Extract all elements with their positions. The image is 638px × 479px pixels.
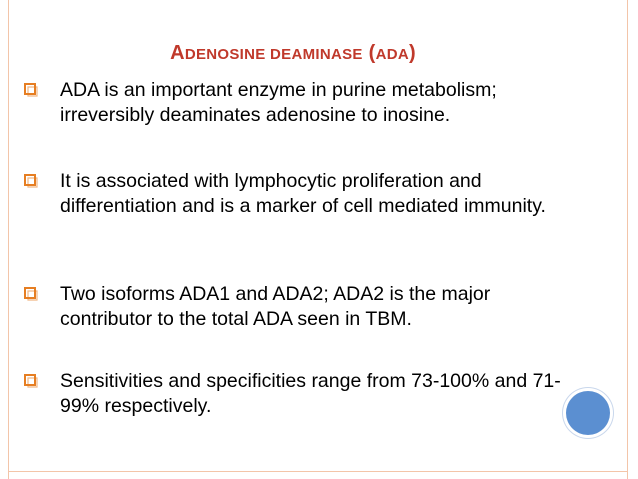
title-paren-close: ) (408, 42, 416, 64)
hollow-square-bullet-icon (22, 372, 42, 392)
title-paren-open: ( (362, 42, 376, 64)
left-border-line (8, 0, 9, 479)
slide-title (0, 42, 586, 65)
bottom-border-line (8, 471, 628, 472)
hollow-square-bullet-icon (22, 172, 42, 192)
bullet-text: Two isoforms ADA1 and ADA2; ADA2 is the major contributor to the total ADA seen in TBM. (60, 283, 491, 330)
decorative-circle (566, 391, 610, 435)
bullet-text: Sensitivities and specificities range from 73-100% and 71-99% respectively. (60, 370, 561, 417)
hollow-square-bullet-icon (22, 285, 42, 305)
bullet-text: ADA is an important enzyme in purine metabolism; irreversibly deaminates adenosine to inosine. (60, 79, 497, 126)
title-initial: A (170, 42, 185, 64)
bullet-text: It is associated with lymphocytic proliferation and differentiation and is a marker of cell mediated immunity. (60, 170, 546, 217)
hollow-square-bullet-icon (22, 81, 42, 101)
right-border-line (627, 0, 628, 479)
title-abbreviation: ADA (375, 46, 409, 63)
title-rest: DENOSINE DEAMINASE (184, 46, 363, 63)
